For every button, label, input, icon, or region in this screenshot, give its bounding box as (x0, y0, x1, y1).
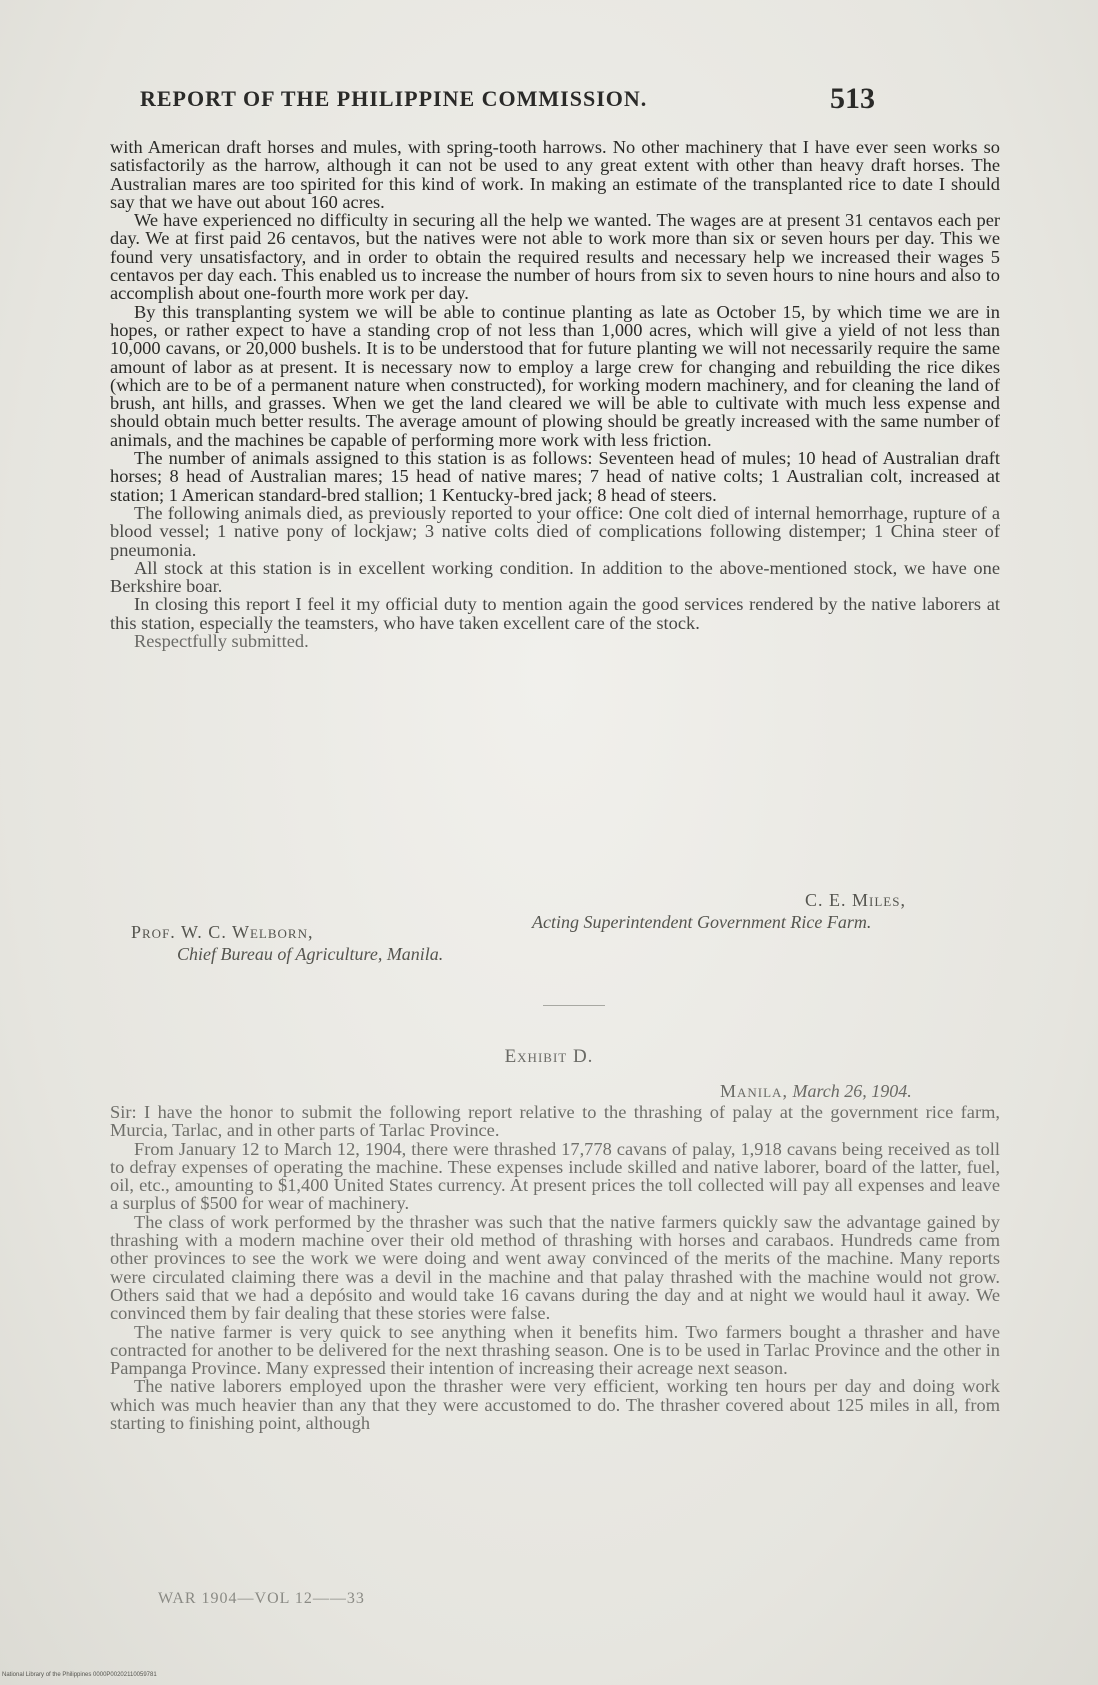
addressee-name: Prof. W. C. Welborn, (131, 922, 314, 942)
paragraph: Sir: I have the honor to submit the following report relative to the thrashing of palay at the government rice farm, Murcia, Tarlac, and in other parts of Tarlac Province. (110, 1102, 1000, 1141)
signature-title: Acting Superintendent Government Rice Farm. (532, 912, 872, 932)
dateline-place: Manila, (720, 1081, 788, 1101)
paragraph: The native farmer is very quick to see anything when it benefits him. Two farmers bought a thrasher and have contracted for another to be delivered for the next thrashing season. One is to be used in Tarlac Province and the other in Pampanga Province. Many expressed their intention of increasing their acreage next season. (110, 1321, 1000, 1379)
page-number: 513 (830, 82, 875, 115)
section-divider (543, 1005, 605, 1006)
paragraph: Respectfully submitted. (134, 631, 309, 652)
paragraph: The number of animals assigned to this station is as follows: Seventeen head of mules; 10 head of Australian draft horses; 8 head of Australian mares; 15 head of native mares; 7 head of native colts; 1 Australian colt, increased at station; 1 American standard-bred stallion; 1 Kentucky-bred jack; 8 head of steers. (110, 448, 1000, 505)
dateline (720, 1081, 912, 1102)
addressee-title: Chief Bureau of Agriculture, Manila. (177, 944, 444, 964)
paragraph: By this transplanting system we will be able to continue planting as late as October 15, by which time we are in hopes, or rather expect to have a standing crop of not less than 1,000 acres, which will give a yield of not less than 10,000 cavans, or 20,000 bushels. It is to be understood that for future planting we will not necessarily require the same amount of labor as at present. It is necessary now to employ a large crew for changing and rebuilding the rice dikes (which are to be of a permanent nature when constructed), for working modern machinery, and for cleaning the land of brush, ant hills, and grasses. When we get the land cleared we will be able to cultivate with much less expense and should obtain much better results. The average amount of plowing should be greatly increased with the same number of animals, and the machines be capable of performing more work with less friction. (110, 301, 1000, 450)
dateline-date: March 26, 1904. (792, 1081, 912, 1101)
paragraph: The class of work performed by the thrasher was such that the native farmers quickly saw the advantage gained by thrashing with a modern machine over their old method of thrashing with horses and carabaos. Hundreds came from other provinces to see the work we were doing and went away convinced of the merits of the machine. Many reports were circulated claiming there was a devil in the machine and that palay thrashed with the machine would not grow. Others said that we had a depósito and would take 16 cavans during the day and at night we would haul it away. We convinced them by fair dealing that these stories were false. (110, 1211, 1000, 1324)
exhibit-body (110, 1103, 1000, 1432)
paragraph: with American draft horses and mules, with spring-tooth harrows. No other machinery that I have ever seen works so satisfactorily as the harrow, although it can not be used to any great extent with other than heavy draft horses. The Australian mares are too spirited for this kind of work. In making an estimate of the transplanted rice to date I should say that we have out about 160 acres. (110, 137, 1000, 212)
signature-footer: WAR 1904—VOL 12——33 (158, 1590, 365, 1607)
paragraph: From January 12 to March 12, 1904, there were thrashed 17,778 cavans of palay, 1,918 cavans being received as toll to defray expenses of operating the machine. These expenses include skilled and native laborer, board of the latter, fuel, oil, etc., amounting to $1,400 United States currency. At present prices the toll collected will pay all expenses and leave a surplus of $500 for wear of machinery. (110, 1138, 1000, 1214)
paragraph: In closing this report I feel it my official duty to mention again the good services rendered by the native laborers at this station, especially the teamsters, who have taken excellent care of the stock. (110, 594, 1000, 633)
signature-name: C. E. Miles, (805, 890, 906, 910)
paragraph: The following animals died, as previously reported to your office: One colt died of internal hemorrhage, rupture of a blood vessel; 1 native pony of lockjaw; 3 native colts died of complications following distemper; 1 China steer of pneumonia. (110, 502, 1000, 560)
paragraph: All stock at this station is in excellent working condition. In addition to the above-mentioned stock, we have one Berkshire boar. (110, 557, 1000, 597)
report-body (110, 138, 1000, 650)
paragraph: We have experienced no difficulty in securing all the help we wanted. The wages are at present 31 centavos each per day. We at first paid 26 centavos, but the natives were not able to work more than six or seven hours per day. This we found very unsatisfactory, and in order to obtain the required results and necessary help we increased their wages 5 centavos per day each. This enabled us to increase the number of hours from six to seven hours to nine hours and also to accomplish about one-fourth more work per day. (110, 210, 1000, 304)
exhibit-heading: Exhibit D. (504, 1046, 594, 1067)
paragraph: The native laborers employed upon the thrasher were very efficient, working ten hours per day and doing work which was much heavier than any that they were accustomed to do. The thrasher covered about 125 miles in all, from starting to finishing point, although (110, 1376, 1000, 1434)
header-title: REPORT OF THE PHILIPPINE COMMISSION. (140, 86, 648, 111)
library-watermark: National Library of the Philippines 0000P00202110059781 (2, 1672, 157, 1678)
